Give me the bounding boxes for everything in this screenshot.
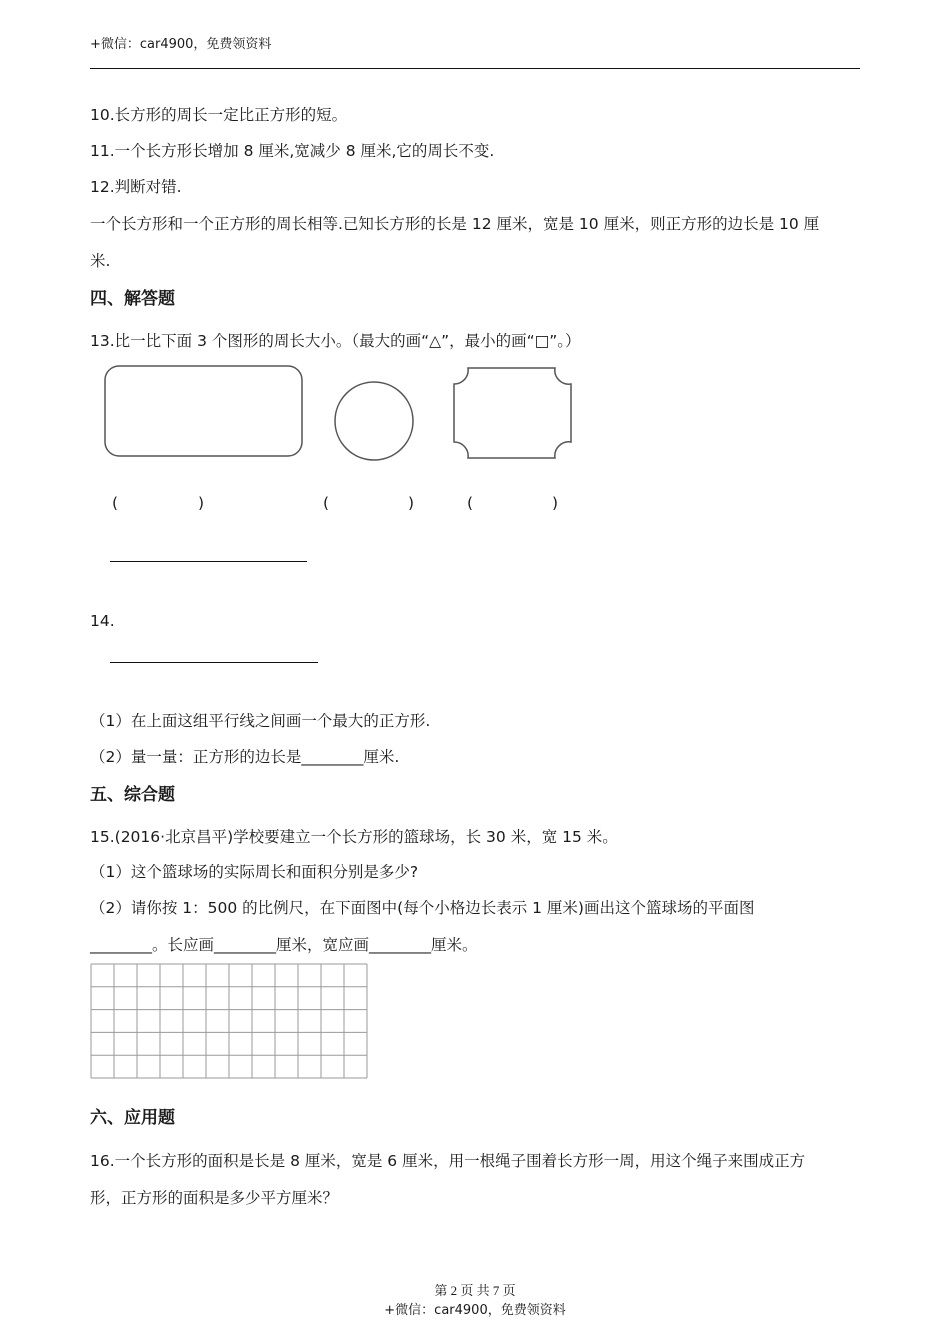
header-divider <box>90 68 860 69</box>
footer-page-info: 第 2 页 共 7 页 <box>434 1283 516 1298</box>
header-watermark: +微信：car4900，免费领资料 <box>90 37 272 52</box>
question-15-part-1: （1）这个篮球场的实际周长和面积分别是多少? <box>90 863 419 881</box>
parallel-line <box>110 662 318 663</box>
answer-paren-3-open: ( <box>467 494 474 512</box>
section-5-heading: 五、综合题 <box>90 785 175 805</box>
section-4-heading: 四、解答题 <box>90 289 175 309</box>
question-14: 14. <box>90 612 115 630</box>
question-16-line1: 16.一个长方形的面积是长是 8 厘米，宽是 6 厘米，用一根绳子围着长方形一周，用这个绳子来围成正方 <box>90 1152 806 1170</box>
question-15-part-2b: ________。长应画________厘米，宽应画________厘米。 <box>90 936 478 954</box>
answer-paren-3-close: ) <box>552 494 559 512</box>
shape-notched-rectangle <box>450 364 580 464</box>
answer-paren-2-open: ( <box>323 494 330 512</box>
shape-rounded-rectangle <box>100 362 310 462</box>
footer-watermark: +微信：car4900，免费领资料 <box>384 1303 566 1318</box>
question-10: 10.长方形的周长一定比正方形的短。 <box>90 106 348 124</box>
answer-paren-1-open: ( <box>112 494 119 512</box>
question-15-part-2: （2）请你按 1：500 的比例尺，在下面图中(每个小格边长表示 1 厘米)画出这个篮球场的平面图 <box>90 899 755 917</box>
section-6-heading: 六、应用题 <box>90 1108 175 1128</box>
question-12-line1: 一个长方形和一个正方形的周长相等.已知长方形的长是 12 厘米，宽是 10 厘米，则正方形的边长是 10 厘 <box>90 215 820 233</box>
question-14-part-2: （2）量一量：正方形的边长是________厘米. <box>90 748 400 766</box>
question-12-title: 12.判断对错. <box>90 178 182 196</box>
question-16-line2: 形，正方形的面积是多少平方厘米？ <box>90 1189 339 1207</box>
question-12-line2: 米. <box>90 252 111 270</box>
question-13: 13.比一比下面 3 个图形的周长大小。（最大的画“△”，最小的画“□”。） <box>90 332 581 350</box>
drawing-grid[interactable] <box>90 963 368 1079</box>
question-15: 15.(2016·北京昌平)学校要建立一个长方形的篮球场，长 30 米，宽 15 米。 <box>90 828 618 846</box>
answer-blank-line <box>110 561 307 562</box>
question-14-part-1: （1）在上面这组平行线之间画一个最大的正方形. <box>90 712 431 730</box>
answer-paren-1-close: ) <box>198 494 205 512</box>
shape-circle <box>330 378 420 464</box>
question-11: 11.一个长方形长增加 8 厘米,宽减少 8 厘米,它的周长不变. <box>90 142 495 160</box>
answer-paren-2-close: ) <box>408 494 415 512</box>
